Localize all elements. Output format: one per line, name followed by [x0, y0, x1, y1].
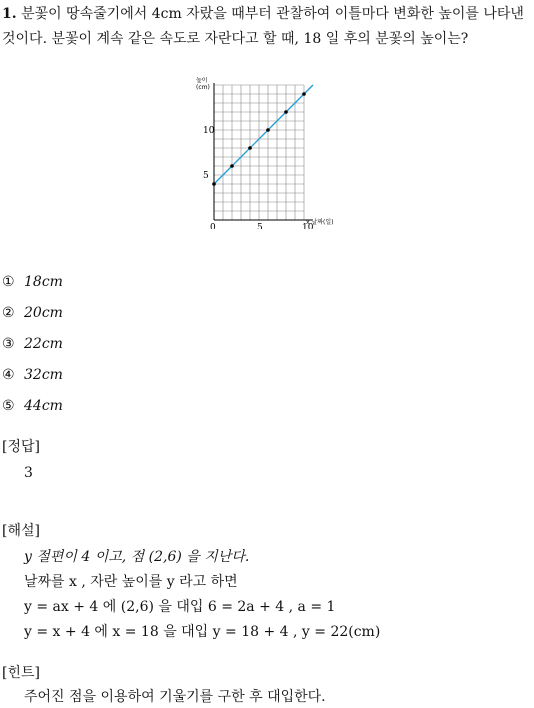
choice-1[interactable]: ① 18cm [2, 274, 63, 290]
y-axis-label: 높이 (cm) [196, 77, 210, 91]
data-point [266, 128, 270, 132]
series-line [214, 85, 313, 184]
question [2, 2, 530, 52]
growth-chart [192, 77, 342, 229]
data-point [302, 92, 306, 96]
y-tick-label: 5 [203, 171, 209, 181]
question-number: 1. [2, 6, 17, 22]
choice-3[interactable]: ③ 22cm [2, 336, 63, 352]
answer-value: 3 [24, 465, 33, 481]
hint-label: [힌트] [2, 665, 40, 681]
y-tick-label: 10 [203, 126, 215, 136]
x-tick-label: 5 [257, 223, 263, 229]
answer-label: [정답] [2, 439, 40, 455]
x-tick-label: 0 [210, 223, 216, 229]
choice-4[interactable]: ④ 32cm [2, 367, 63, 383]
solution-line-3: y = ax + 4 에 (2,6) 을 대입 6 = 2a + 4 , a = 1 [24, 599, 336, 615]
data-point [248, 146, 252, 150]
hint-text: 주어진 점을 이용하여 기울기를 구한 후 대입한다. [24, 689, 326, 705]
question-text: 분꽃이 땅속줄기에서 4cm 자랐을 때부터 관찰하여 이틀마다 변화한 높이를 나타낸 것이다. 분꽃이 계속 같은 속도로 자란다고 할 때, 18 일 후의 분꽃의 높이는? [2, 6, 524, 47]
data-point [230, 164, 234, 168]
solution-line-4: y = x + 4 에 x = 18 을 대입 y = 18 + 4 , y = 22(cm) [24, 624, 381, 640]
solution-line-1: y 절편이 4 이고, 점 (2,6) 을 지난다. [24, 549, 250, 565]
data-point [284, 110, 288, 114]
choice-5[interactable]: ⑤ 44cm [2, 398, 63, 414]
solution-label: [해설] [2, 523, 40, 539]
data-point [212, 182, 216, 186]
x-tick-label: 10 [302, 223, 314, 229]
solution-line-2: 날짜를 x , 자란 높이를 y 라고 하면 [24, 574, 238, 590]
choice-2[interactable]: ② 20cm [2, 305, 63, 321]
x-axis-label: x 날짜(일) [306, 219, 334, 226]
